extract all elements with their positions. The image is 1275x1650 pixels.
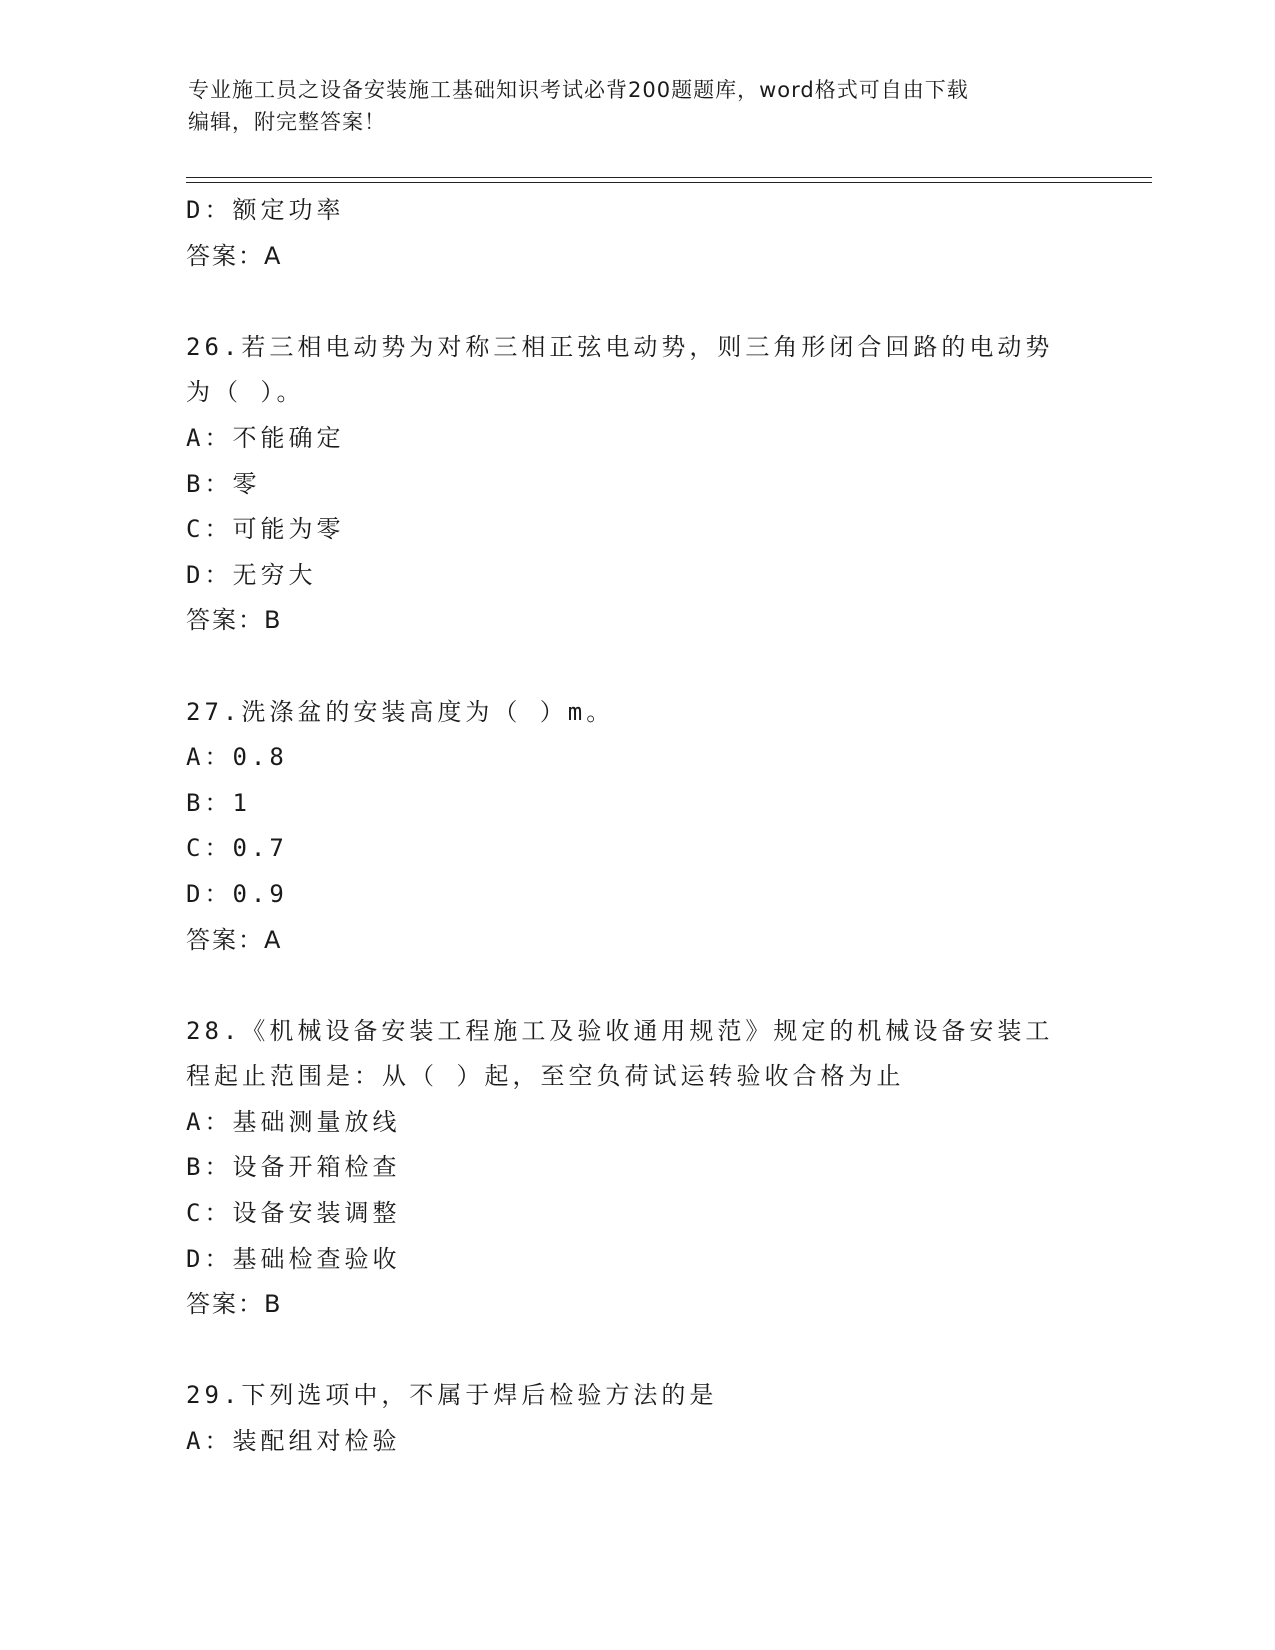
- question-list: [186, 188, 1086, 1465]
- question-27: [186, 690, 1086, 964]
- header-title-line-2: 编辑，附完整答案！: [188, 110, 386, 134]
- option-a: A：0.8: [186, 743, 288, 772]
- option-d: D：基础检查验收: [186, 1244, 401, 1273]
- answer: 答案：B: [186, 606, 283, 635]
- option-a: A：基础测量放线: [186, 1107, 401, 1136]
- header-divider-top: [186, 177, 1152, 178]
- option-b: B：1: [186, 788, 251, 817]
- header-divider-bottom: [186, 182, 1152, 183]
- answer: 答案：A: [186, 241, 283, 270]
- question-stem: 27.洗涤盆的安装高度为（ ）m。: [186, 697, 615, 726]
- question-stem-continued: 为（ ）。: [186, 378, 305, 407]
- question-28: [186, 1009, 1086, 1328]
- option-a: A：装配组对检验: [186, 1427, 401, 1456]
- answer: 答案：A: [186, 925, 283, 954]
- option-a: A：不能确定: [186, 423, 345, 452]
- question-26: [186, 325, 1086, 644]
- header-title-line-1: 专业施工员之设备安装施工基础知识考试必背200题题库，word格式可自由下载: [188, 78, 969, 102]
- option-b: B：设备开箱检查: [186, 1153, 401, 1182]
- question-29: [186, 1373, 1086, 1464]
- option-c: C：可能为零: [186, 515, 345, 544]
- spacer: [186, 1328, 1086, 1374]
- option-d: D：无穷大: [186, 560, 317, 589]
- answer: 答案：B: [186, 1290, 283, 1319]
- spacer: [186, 279, 1086, 325]
- question-stem: 26.若三相电动势为对称三相正弦电动势，则三角形闭合回路的电动势: [186, 332, 1054, 361]
- option-d: D：额定功率: [186, 196, 345, 224]
- spacer: [186, 644, 1086, 690]
- option-c: C：设备安装调整: [186, 1199, 401, 1228]
- question-stem-continued: 程起止范围是：从（ ）起，至空负荷试运转验收合格为止: [186, 1062, 905, 1091]
- question-stem: 28.《机械设备安装工程施工及验收通用规范》规定的机械设备安装工: [186, 1016, 1054, 1045]
- spacer: [186, 963, 1086, 1009]
- option-c: C：0.7: [186, 834, 288, 863]
- page-header: [188, 74, 1088, 138]
- question-stem: 29.下列选项中，不属于焊后检验方法的是: [186, 1381, 718, 1410]
- option-b: B：零: [186, 469, 261, 498]
- question-25: [186, 188, 1086, 279]
- option-d: D：0.9: [186, 879, 288, 908]
